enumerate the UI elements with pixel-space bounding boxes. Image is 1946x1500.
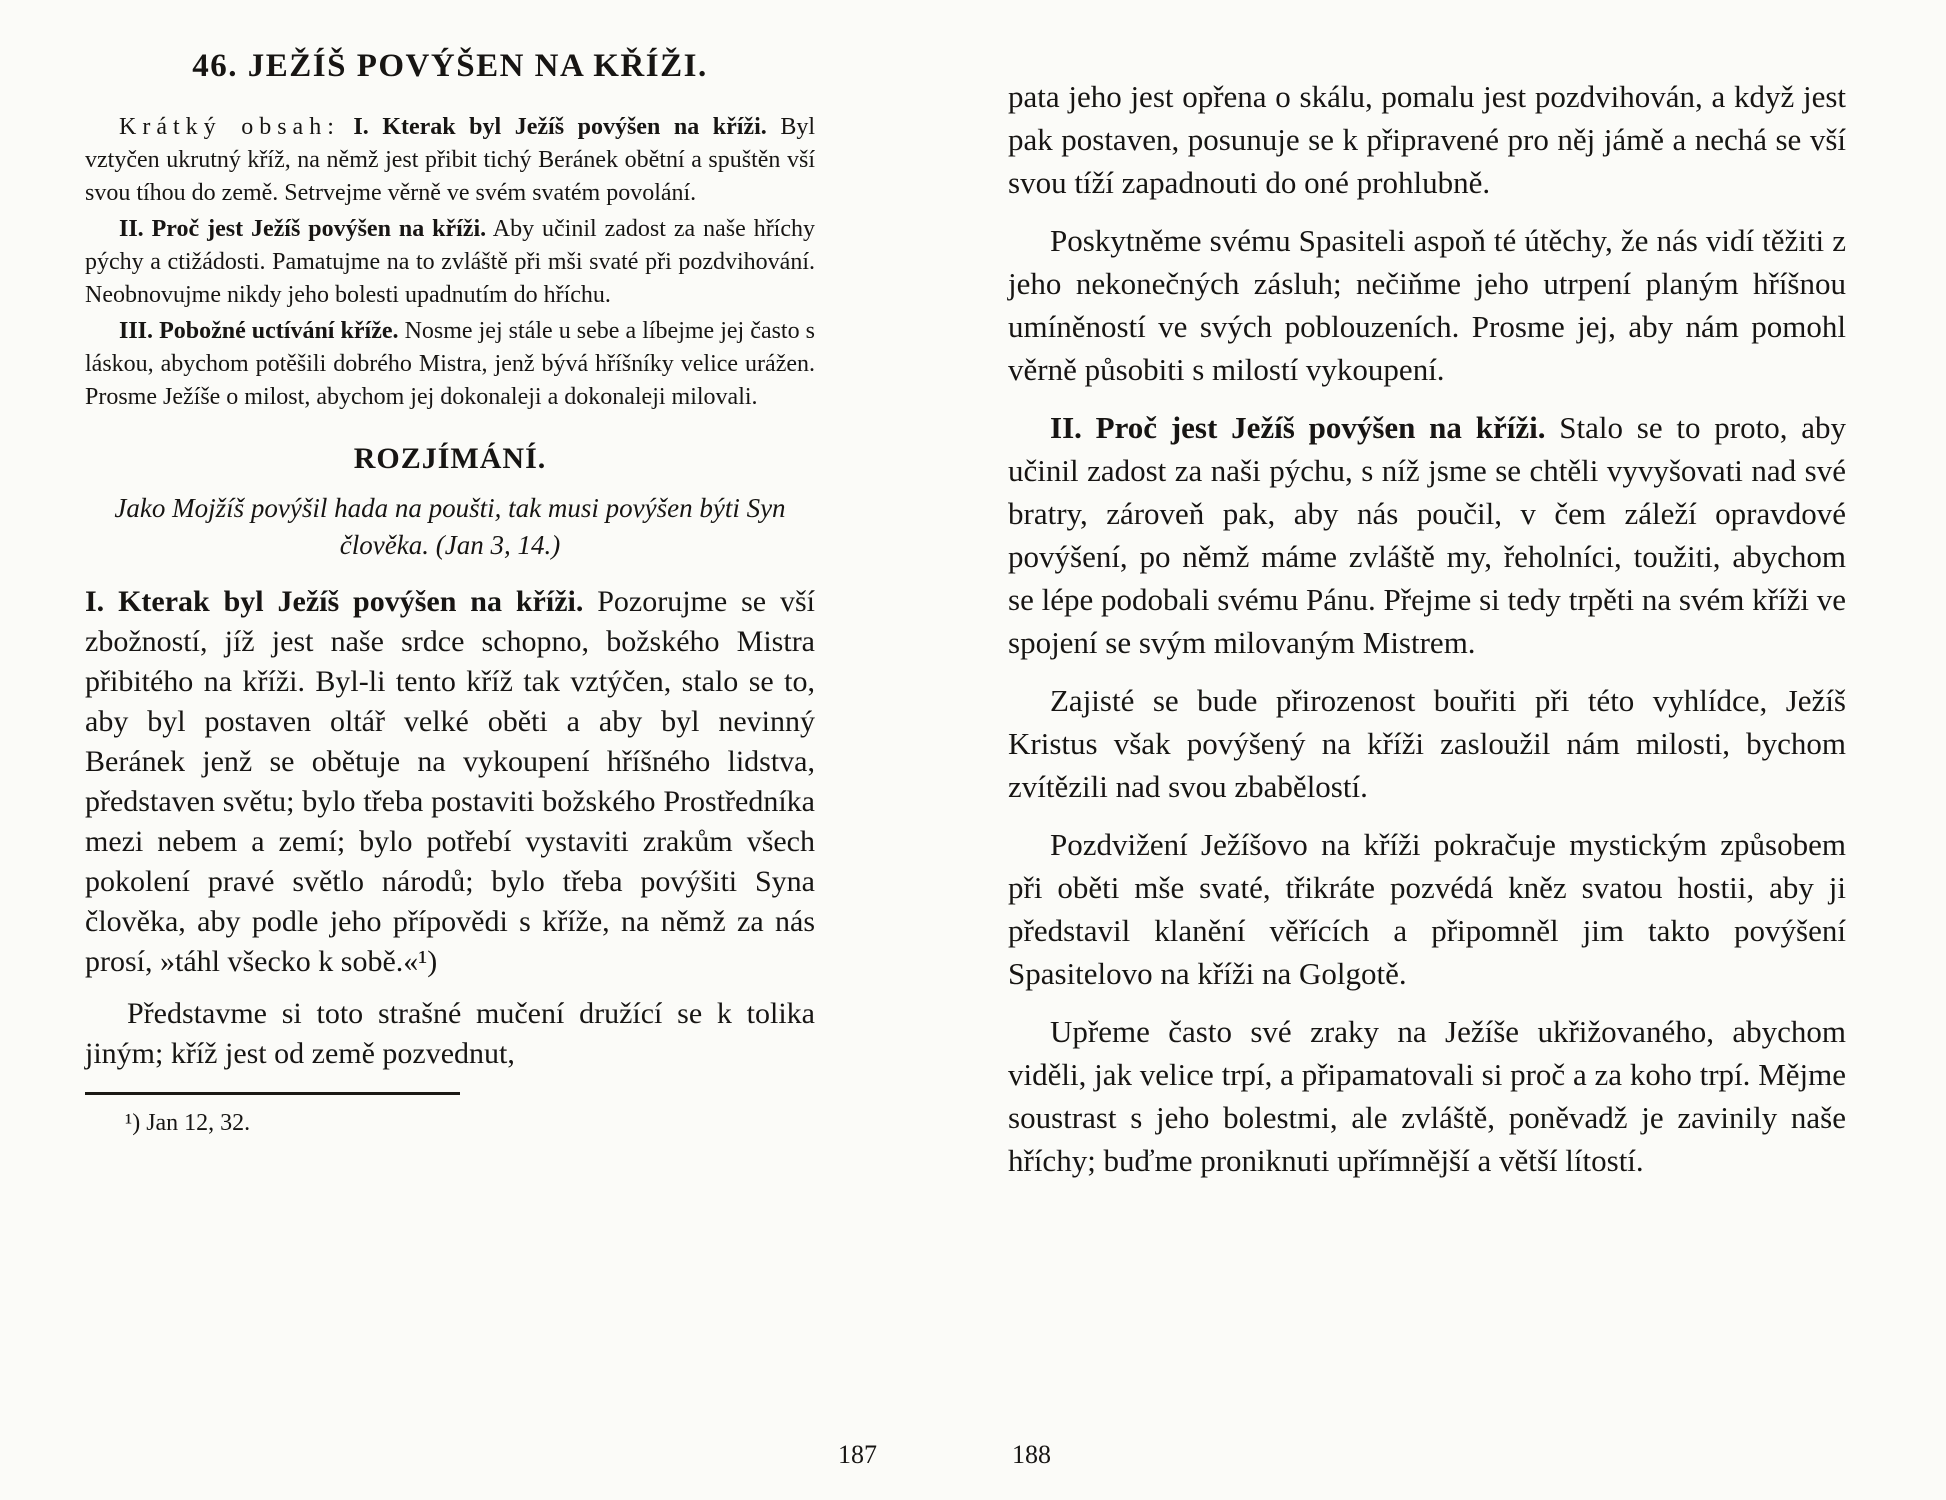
summary-text-2: Aby učinil zadost za naše hříchy pýchy a ctižádosti. Pamatujme na to zvláště při mši svaté při pozdvihování. Neobnovujme nikdy jeho bolesti upadnutím do hříchu. (85, 216, 816, 308)
right-paragraph-4: Zajisté se bude přirozenost bouřiti při této vyhlídce, Ježíš Kristus však povýšený na kříži zasloužil nám milosti, bychom zvítězili nad svou zbabělostí. (1008, 683, 1846, 804)
summary-paragraph-3 (85, 315, 815, 414)
footnote: ¹) Jan 12, 32. (125, 1110, 251, 1136)
right-paragraph-1-continuation: pata jeho jest opřena o skálu, pomalu jest pozdvihován, a když jest pak postaven, posunuje se k připravené pro něj jámě a nechá se vší svou tíží zapadnouti do oné prohlubně. (1008, 79, 1846, 200)
right-paragraph-II-lead: II. Proč jest Ježíš povýšen na kříži. (1050, 410, 1546, 445)
page-number-right: 188 (1012, 1440, 1051, 1469)
epigraph: Jako Mojžíš povýšil hada na poušti, tak musi povýšen býti Syn člověka. (Jan 3, 14.) (114, 493, 786, 560)
meditation-heading: ROZJÍMÁNÍ. (353, 442, 547, 475)
chapter-title: 46. JEŽÍŠ POVÝŠEN NA KŘÍŽI. (192, 48, 708, 84)
right-paragraph-II-text: Stalo se to proto, aby učinil zadost za naši pýchu, s níž jsme se chtěli vyvyšovati nad své bratry, zároveň pak, aby nás poučil, v čem záleží opravdové povýšení, po němž máme zvláště my, řeholníci, toužiti, abychom se lépe podobali svému Pánu. Přejme si tedy trpěti na svém kříži ve spojení se svým milovaným Mistrem. (1008, 410, 1847, 660)
right-paragraph-6: Upřeme často své zraky na Ježíše ukřižovaného, abychom viděli, jak velice trpí, a připamatovali si proč a za koho trpí. Mějme soustrast s jeho bolestmi, ale zvláště, poněvadž je zavinily naše hříchy; buďme proniknuti upřímnější a větší lítostí. (1008, 1014, 1846, 1178)
summary-text-3: Nosme jej stále u sebe a líbejme jej často s láskou, abychom potěšili dobrého Mistra, jenž bývá hříšníky velice urážen. Prosme Ježíše o milost, abychom jej dokonaleji a dokonaleji milovali. (85, 318, 816, 410)
summary-lead-3: III. Pobožné uctívání kříže. (119, 318, 399, 344)
body-paragraph-I-lead: I. Kterak byl Ježíš povýšen na kříži. (85, 585, 584, 618)
footnote-rule (85, 1092, 460, 1095)
page-right (1008, 75, 1846, 1197)
summary-lead-1: I. Kterak byl Ježíš povýšen na kříži. (353, 114, 767, 140)
page-left (85, 48, 815, 1139)
summary-text-1: Byl vztyčen ukrutný kříž, na němž jest přibit tichý Beránek obětní a spuštěn vší svou tíhou do země. Setrvejme věrně ve svém svatém povolání. (85, 114, 815, 206)
body-paragraph-2: Představme si toto strašné mučení družící se k tolika jiným; kříž jest od země pozvednut, (85, 997, 815, 1070)
summary-lead-2: II. Proč jest Ježíš povýšen na kříži. (119, 216, 487, 242)
body-paragraph-I-text: Pozorujme se vší zbožností, jíž jest naše srdce schopno, božského Mistra přibitého na kříži. Byl-li tento kříž tak vztýčen, stalo se to, aby byl postaven oltář velké oběti a aby byl nevinný Beránek jenž se obětuje na vykoupení hříšného lidstva, představen světu; bylo třeba postaviti božského Prostředníka mezi nebem a zemí; bylo potřebí vystaviti zrakům všech pokolení pravé světlo národů; bylo třeba povýšiti Syna člověka, aby podle jeho přípovědi s kříže, na němž za nás prosí, »táhl všecko k sobě.«¹) (85, 585, 815, 978)
summary-paragraph-1 (85, 111, 815, 210)
right-paragraph-II (1008, 406, 1846, 664)
summary-label: Krátký obsah: (119, 114, 340, 140)
right-paragraph-5: Pozdvižení Ježíšovo na kříži pokračuje mystickým způsobem při oběti mše svaté, třikráte pozvédá kněz svatou hostii, aby ji představil klanění věřících a připomněl jim takto povýšení Spasitelovo na kříži na Golgotě. (1008, 827, 1846, 991)
summary-paragraph-2 (85, 213, 815, 312)
summary-section (85, 111, 815, 414)
body-paragraph-I (85, 582, 815, 982)
page-number-left: 187 (838, 1440, 877, 1469)
right-paragraph-2: Poskytněme svému Spasiteli aspoň té útěchy, že nás vidí těžiti z jeho nekonečných zásluh; nečiňme jeho utrpení planým hříšnou umíněností ve svých poblouzeních. Prosme jej, aby nám pomohl věrně působiti s milostí vykoupení. (1008, 223, 1846, 387)
